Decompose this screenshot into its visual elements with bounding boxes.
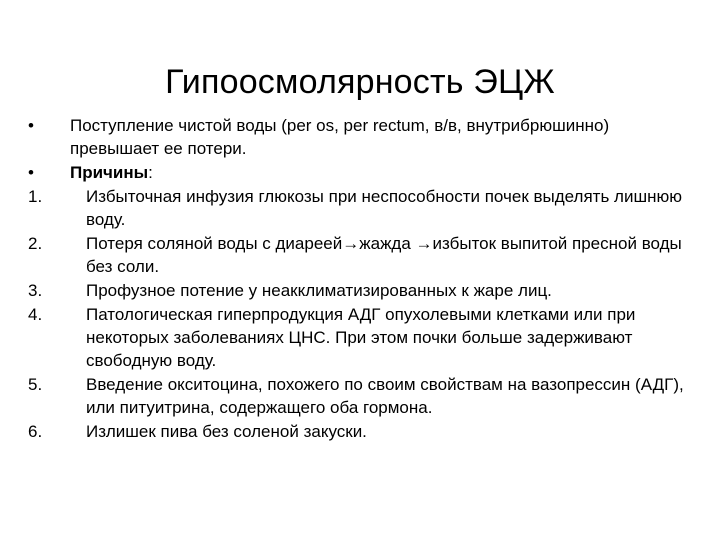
item-text: Патологическая гиперпродукция АДГ опухолевыми клетками или при некоторых заболеваниях ЦНС. При этом почки больше задерживают свободную воду.	[86, 305, 636, 370]
item-number: 1.	[28, 187, 43, 206]
bullet-text	[70, 161, 692, 184]
bullet-marker: •	[28, 116, 34, 135]
bullet-text: Поступление чистой воды (per os, per rectum, в/в, внутрибрюшинно) превышает ее потери.	[70, 116, 610, 158]
numbered-item	[28, 303, 692, 372]
causes-colon: :	[148, 163, 153, 182]
item-text: Профузное потение у неакклиматизированных к жаре лиц.	[86, 281, 552, 300]
slide-title: Гипоосмолярность ЭЦЖ	[165, 63, 555, 101]
item-text: Потеря соляной воды с диареей→жажда →избыток выпитой пресной воды без соли.	[86, 234, 682, 276]
bullet-marker: •	[28, 163, 34, 182]
item-text: Избыточная инфузия глюкозы при неспособности почек выделять лишнюю воду.	[86, 187, 682, 229]
item-number: 6.	[28, 422, 43, 441]
causes-heading: Причины	[70, 163, 149, 182]
item-number: 3.	[28, 281, 43, 300]
numbered-item	[28, 279, 692, 302]
item-number: 5.	[28, 375, 43, 394]
numbered-item	[28, 420, 692, 443]
item-number: 4.	[28, 305, 43, 324]
bullet-item	[28, 114, 692, 160]
item-text: Введение окситоцина, похожего по своим свойствам на вазопрессин (АДГ), или питуитрина, содержащего оба гормона.	[86, 375, 684, 417]
numbered-item	[28, 185, 692, 231]
slide-content	[28, 114, 692, 444]
numbered-item	[28, 232, 692, 278]
item-number: 2.	[28, 234, 43, 253]
item-text: Излишек пива без соленой закуски.	[86, 422, 367, 441]
numbered-item	[28, 373, 692, 419]
bullet-item	[28, 161, 692, 184]
